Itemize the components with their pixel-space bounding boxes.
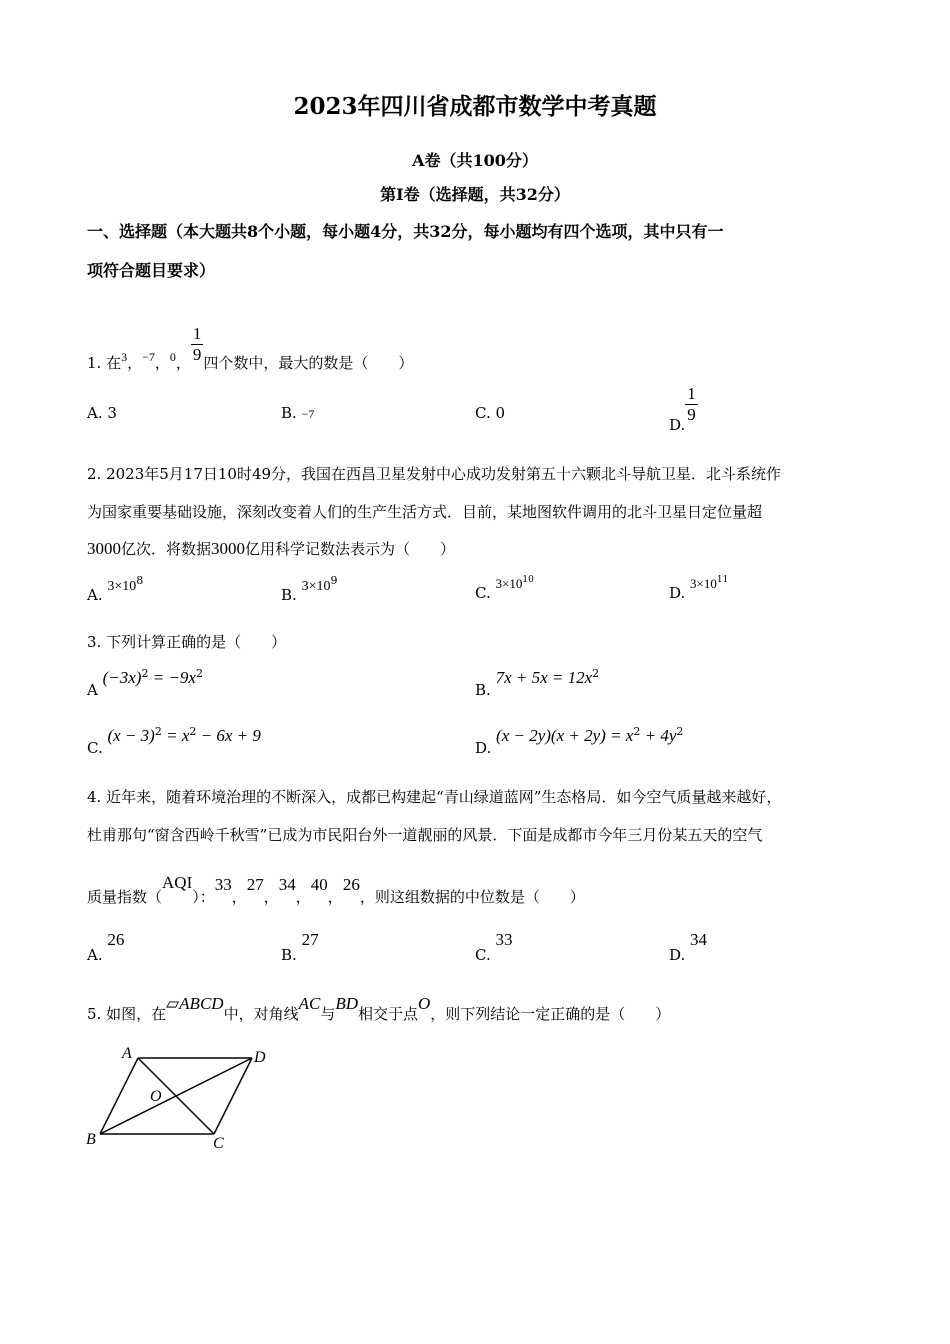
- q1-stem: 1. 在$^3$，$^{-7}$，$^0$， $\frac{1}{9}$ 四个数中，最大的数是（ ）: [87, 324, 414, 372]
- page-title: 2023年四川省成都市数学中考真题: [293, 93, 657, 120]
- q4-option-a[interactable]: A. 26: [87, 930, 125, 964]
- section-heading-line1: 一、选择题（本大题共8个小题，每小题4分，共32分，每小题均有四个选项，其中只有一: [87, 222, 724, 241]
- q2-line1: 2. 2023年5月17日10时49分，我国在西昌卫星发射中心成功发射第五十六颗北斗导航卫星．北斗系统作: [87, 465, 782, 483]
- q1-option-a[interactable]: A. 3: [87, 404, 117, 422]
- q1-fraction: $\frac{1}{9}$: [192, 324, 202, 364]
- q2-option-c[interactable]: C. $3\times 10^{10}$: [475, 575, 534, 602]
- diagonal-bd: [100, 1058, 252, 1134]
- vertex-label-b: B: [86, 1131, 96, 1148]
- q5-stem: 5. 如图，在▱ABCD中，对角线AC与BD相交于点O，则下列结论一定正确的是（ ）: [87, 994, 671, 1023]
- vertex-label-d: D: [254, 1049, 266, 1066]
- q4-option-c[interactable]: C. 33: [475, 930, 513, 964]
- side-dc: [214, 1058, 252, 1134]
- q4-line1: 4. 近年来，随着环境治理的不断深入，成都已构建起“青山绿道蓝网”生态格局．如今空气质量越来越好，: [87, 788, 782, 806]
- q1-option-c[interactable]: C. 0: [475, 404, 506, 422]
- q2-line3: 3000亿次．将数据3000亿用科学记数法表示为（ ）: [87, 539, 456, 558]
- q4-line3: 质量指数（AQI）：33，27，34，40，26，则这组数据的中位数是（ ）: [87, 873, 585, 906]
- parallelogram-figure: [86, 1044, 286, 1154]
- q1-option-b[interactable]: B. −7: [281, 404, 315, 422]
- q4-line2: 杜甫那句“窗含西岭千秋雪”已成为市民阳台外一道靓丽的风景．下面是成都市今年三月份某五天的空气: [87, 826, 763, 844]
- q4-option-b[interactable]: B. 27: [281, 930, 319, 964]
- vertex-label-a: A: [122, 1045, 132, 1062]
- side-ab: [100, 1058, 138, 1134]
- volume-a-heading: A卷（共100分）: [412, 151, 538, 170]
- q2-option-a[interactable]: A. $3\times 10^8$: [87, 574, 144, 604]
- q1-d-fraction: $\frac{1}{9}$: [687, 384, 696, 424]
- q3-option-c[interactable]: C. $(x - 3)^2 = x^2 - 6x + 9$: [87, 725, 261, 757]
- q3-stem: 3. 下列计算正确的是（ ）: [87, 633, 287, 651]
- q4-option-d[interactable]: D. 34: [669, 930, 708, 964]
- q2-option-d[interactable]: D. $3\times 10^{11}$: [669, 575, 729, 602]
- section-heading-line2: 项符合题目要求）: [87, 261, 216, 280]
- q3-option-d[interactable]: D. $(x - 2y)(x + 2y) = x^2 + 4y^2$: [475, 725, 684, 757]
- q1-option-d[interactable]: D. $\frac{1}{9}$: [669, 384, 696, 434]
- q3-option-b[interactable]: B. $7x + 5x = 12x^2$: [475, 667, 600, 699]
- center-label-o: O: [150, 1088, 162, 1105]
- aqi-label: AQI: [162, 873, 193, 892]
- vertex-label-c: C: [213, 1135, 224, 1152]
- q2-option-b[interactable]: B. $3\times 10^9$: [281, 574, 338, 604]
- part-one-heading: 第I卷（选择题，共32分）: [380, 185, 570, 204]
- q3-option-a[interactable]: A $(-3x)^2 = -9x^2$: [87, 667, 203, 699]
- q2-line2: 为国家重要基础设施，深刻改变着人们的生产生活方式．目前，某地图软件调用的北斗卫星日定位量超: [87, 503, 763, 521]
